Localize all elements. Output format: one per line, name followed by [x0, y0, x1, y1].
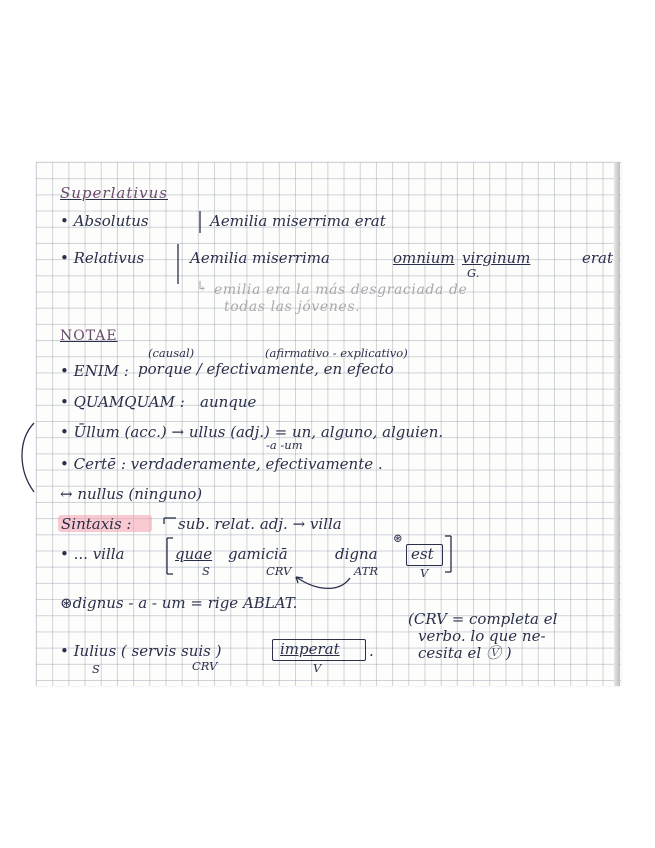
label-s: S — [202, 564, 210, 578]
absolutus-label: • Absolutus — [60, 212, 149, 230]
crv-note-line-2: verbo. lo que ne- — [418, 627, 546, 645]
relativus-example-omnium: omnium — [393, 249, 455, 267]
genitive-mark: G. — [467, 266, 480, 280]
translation-arrow: ↳ — [196, 279, 209, 295]
villa-example-quae: quae — [175, 545, 213, 563]
nullus-text: ↔ nullus (ninguno) — [60, 485, 203, 503]
iulius-label-v: V — [313, 661, 322, 675]
relativus-example-post: erat — [582, 249, 614, 267]
enim-label: • ENIM : — [60, 362, 129, 380]
enim-note-afirmativo: (afirmativo - explicativo) — [265, 346, 408, 360]
iulius-example-pre: • Iulius ( servis suis ) — [60, 642, 222, 660]
iulius-example-post: . — [369, 642, 374, 660]
quamquam-label: • QUAMQUAM : — [60, 393, 185, 411]
notae-title: NOTAE — [60, 328, 118, 344]
crv-note-line-1: (CRV = completa el — [408, 610, 558, 628]
certe-text: • Certē : verdaderamente, efectivamente . — [60, 455, 383, 473]
ullum-certe-bracket — [22, 423, 34, 492]
iulius-example-verb: imperat — [280, 640, 340, 658]
villa-example-digna: digna — [335, 545, 378, 563]
label-v: V — [420, 566, 429, 580]
enim-note-causal: (causal) — [148, 346, 195, 360]
enim-text: porque / efectivamente, en efecto — [138, 360, 394, 378]
iulius-label-s: S — [92, 662, 100, 676]
ullum-text: • Ūllum (acc.) → ullus (adj.) = un, alguno, alguien. — [60, 423, 444, 441]
label-crv: CRV — [266, 564, 292, 578]
label-atr: ATR — [354, 564, 379, 578]
sintaxis-title: Sintaxis : — [61, 515, 132, 533]
ullum-endings: -a -um — [266, 438, 303, 452]
relativus-example-virginum: virginum — [462, 249, 531, 267]
sintaxis-label: sub. relat. adj. → villa — [178, 515, 342, 533]
dignus-footnote: ⊛dignus - a - um = rige ABLAT. — [60, 594, 298, 612]
relativus-label: • Relativus — [60, 249, 145, 267]
villa-example-est: est — [411, 545, 434, 563]
absolutus-example: Aemilia miserrima erat — [210, 212, 386, 230]
relativus-example-pre: Aemilia miserrima — [190, 249, 330, 267]
translation-line-1: emilia era la más desgraciada de — [214, 282, 468, 298]
iulius-label-crv: CRV — [192, 659, 218, 673]
translation-line-2: todas las jóvenes. — [224, 299, 361, 315]
quamquam-text: aunque — [200, 393, 257, 411]
crv-atr-arrow — [296, 577, 350, 588]
crv-note-line-3: cesita el Ⓥ ) — [418, 644, 512, 662]
superlativus-title: Superlativus — [60, 184, 168, 202]
villa-example-pre: • ... villa — [60, 545, 125, 563]
digna-star-mark: ⊛ — [393, 531, 403, 545]
villa-example-amicitia: gamiciā — [228, 545, 288, 563]
